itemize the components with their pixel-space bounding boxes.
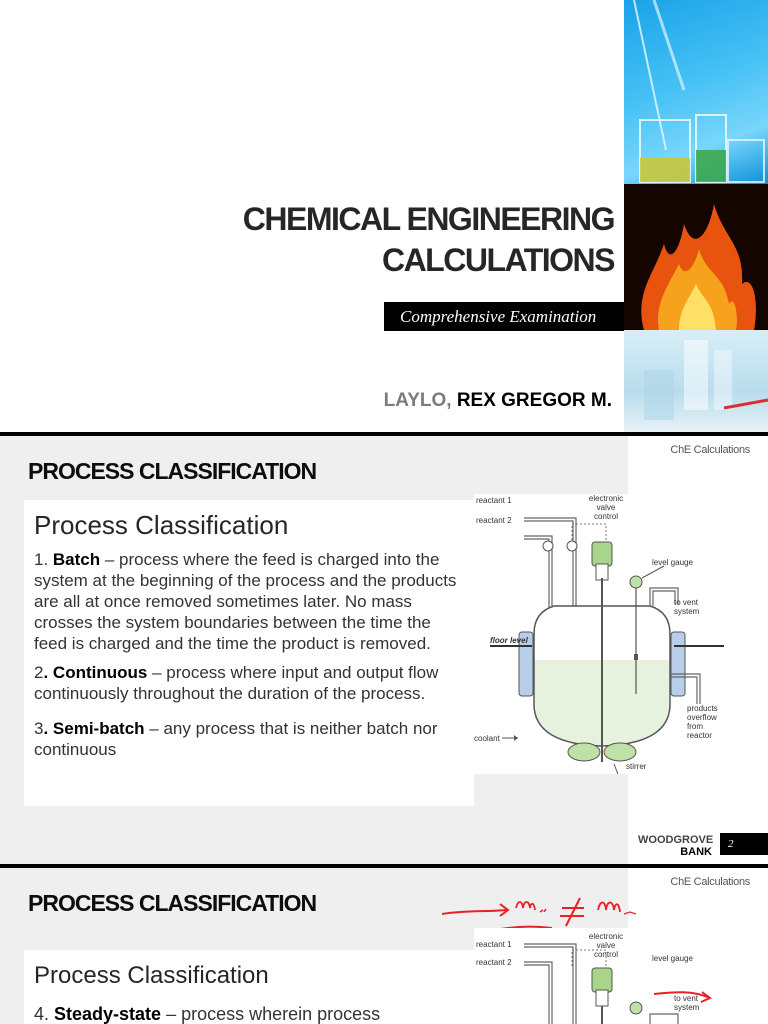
lab-glassware-photo bbox=[624, 330, 768, 432]
label-valve-control bbox=[584, 932, 628, 959]
section-title: PROCESS CLASSIFICATION bbox=[28, 890, 317, 916]
title-line-2: CALCULATIONS bbox=[381, 242, 614, 278]
batch-reactor-diagram bbox=[474, 928, 728, 1024]
process-classification-slide-2 bbox=[0, 868, 768, 1024]
content-box bbox=[24, 500, 474, 806]
author-first-name: REX GREGOR M. bbox=[456, 390, 612, 411]
label-valve-line-2: valve bbox=[596, 503, 616, 512]
label-coolant: coolant bbox=[474, 734, 500, 743]
content-heading: Process Classification bbox=[34, 962, 269, 989]
process-classification-slide bbox=[0, 436, 768, 864]
title-line-1: CHEMICAL ENGINEERING bbox=[242, 201, 614, 237]
item-description: process where input and output flow continuously throughout the duration of the process. bbox=[34, 663, 439, 703]
item-description: any process that is neither batch nor continuous bbox=[34, 719, 438, 759]
list-item-continuous bbox=[34, 662, 468, 704]
label-reactant-2: reactant 2 bbox=[476, 958, 512, 967]
slide-subtitle: Comprehensive Examination bbox=[384, 302, 630, 331]
header-tag: ChE Calculations bbox=[670, 876, 750, 888]
label-products-line-4: reactor bbox=[687, 731, 712, 740]
label-level-gauge: level gauge bbox=[652, 558, 693, 567]
item-separator: – bbox=[144, 719, 164, 738]
label-floor-level: floor level bbox=[490, 636, 528, 645]
brand-line-2: BANK bbox=[680, 846, 712, 858]
label-vent-line-2: system bbox=[674, 607, 700, 616]
label-level-gauge: level gauge bbox=[652, 954, 693, 963]
content-box bbox=[24, 950, 474, 1024]
beakers-photo bbox=[624, 0, 768, 184]
company-logo bbox=[638, 834, 712, 858]
label-vent-line-2: system bbox=[674, 1003, 700, 1012]
label-products-line-3: from bbox=[687, 722, 703, 731]
list-item-steady-state bbox=[34, 1004, 474, 1024]
title-slide bbox=[0, 0, 768, 432]
item-term: . Semi-batch bbox=[43, 719, 145, 738]
item-number: 1. bbox=[34, 550, 53, 569]
item-description: process where the feed is charged into the system at the beginning of the process and the products are all at once removed sometimes later. No mass crosses the system boundaries between the time the feed is charged and the time the product is removed. bbox=[34, 550, 457, 653]
item-term: Batch bbox=[52, 550, 101, 569]
label-reactant-2: reactant 2 bbox=[476, 516, 512, 525]
label-valve-line-3: control bbox=[593, 950, 618, 959]
label-valve-line-1: electronic bbox=[588, 494, 624, 503]
item-separator: – bbox=[161, 1004, 182, 1024]
brand-line-1: WOODGROVE bbox=[638, 834, 714, 846]
label-valve-line-2: valve bbox=[596, 941, 616, 950]
label-products-overflow bbox=[687, 704, 718, 740]
content-heading: Process Classification bbox=[34, 510, 289, 540]
label-vent-line-1: to vent bbox=[674, 994, 699, 1003]
flame-photo bbox=[624, 184, 768, 330]
label-stirrer: stirrer bbox=[626, 762, 647, 771]
batch-reactor-diagram bbox=[474, 494, 728, 774]
label-valve-line-3: control bbox=[593, 512, 618, 521]
author-name bbox=[384, 390, 612, 412]
header-tag: ChE Calculations bbox=[670, 444, 750, 456]
label-valve-line-1: electronic bbox=[588, 932, 624, 941]
item-term: . Continuous bbox=[43, 663, 148, 682]
item-separator: – bbox=[100, 550, 120, 569]
title-slide-body bbox=[4, 4, 626, 428]
item-number: 2 bbox=[34, 663, 44, 682]
page-number: 2 bbox=[720, 833, 768, 855]
item-number: 3 bbox=[34, 719, 44, 738]
author-last-name: LAYLO, bbox=[383, 390, 452, 411]
list-item-batch bbox=[34, 549, 468, 654]
label-products-line-1: products bbox=[687, 704, 718, 713]
item-number: 4. bbox=[34, 1004, 55, 1024]
label-vent-line-1: to vent bbox=[674, 598, 699, 607]
label-vent bbox=[674, 994, 699, 1012]
section-title: PROCESS CLASSIFICATION bbox=[28, 458, 317, 484]
label-valve-control bbox=[584, 494, 628, 521]
label-vent bbox=[674, 598, 699, 616]
list-item-semi-batch bbox=[34, 718, 468, 760]
label-products-line-2: overflow bbox=[687, 713, 717, 722]
label-reactant-1: reactant 1 bbox=[476, 496, 512, 505]
slide-title bbox=[94, 199, 614, 281]
label-reactant-1: reactant 1 bbox=[476, 940, 512, 949]
item-term: Steady-state bbox=[54, 1004, 162, 1024]
item-separator: – bbox=[147, 663, 167, 682]
item-description: process wherein process bbox=[181, 1004, 381, 1024]
